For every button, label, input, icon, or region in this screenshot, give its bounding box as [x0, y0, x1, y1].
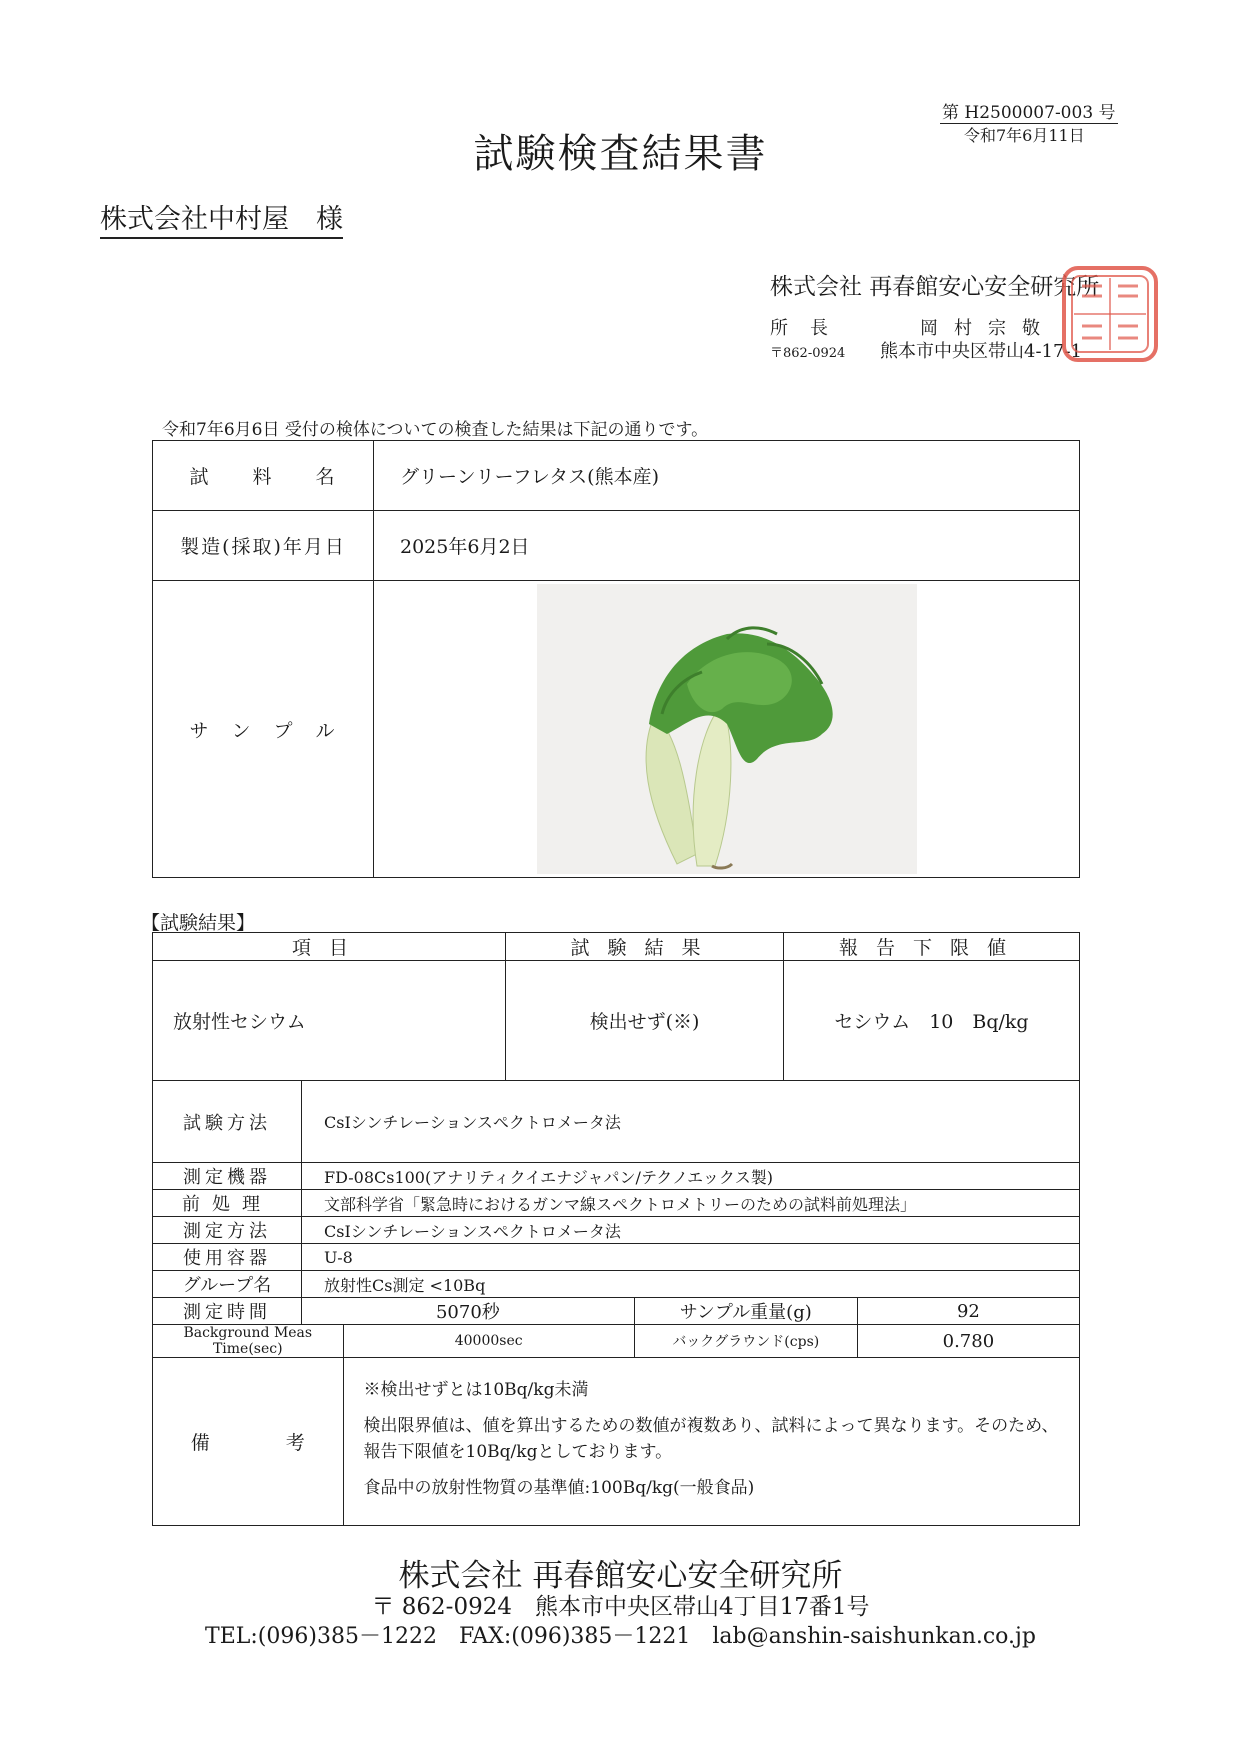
company-seal-stamp [1058, 262, 1162, 366]
sample-name-value: グリーンリーフレタス(熊本産) [374, 441, 1080, 511]
header-limit: 報告下限値 [784, 933, 1080, 961]
director-name: 岡村宗敬 [920, 318, 1056, 339]
background-time-value: 40000sec [343, 1325, 634, 1358]
sample-photo-cell [374, 581, 1080, 878]
group-name-label: グループ名 [153, 1271, 302, 1298]
header-result: 試験結果 [506, 933, 784, 961]
sample-name-label: 試 料 名 [153, 441, 374, 511]
issue-date: 令和7年6月11日 [964, 126, 1085, 145]
result-value: 検出せず(※) [506, 961, 784, 1081]
issuer-name: 株式会社 再春館安心安全研究所 [770, 274, 1100, 300]
remark-line: 検出限界値は、値を算出するための数値が複数あり、試料によって異なります。そのため、報告下限値を10Bq/kgとしております。 [363, 1415, 1059, 1462]
sample-weight-label: サンプル重量(g) [634, 1298, 857, 1325]
sample-photo-label: サ ン プ ル [153, 581, 374, 878]
instrument-value: FD-08Cs100(アナリティクイエナジャパン/テクノエックス製) [302, 1163, 1080, 1190]
measurement-method-label: 測定方法 [153, 1217, 302, 1244]
test-method-label: 試験方法 [153, 1081, 302, 1163]
pretreatment-label: 前処理 [153, 1190, 302, 1217]
remark-line: 食品中の放射性物質の基準値:100Bq/kg(一般食品) [363, 1477, 755, 1498]
remarks-content [343, 1358, 1079, 1526]
measurement-time-value: 5070秒 [302, 1298, 635, 1325]
lettuce-photo [537, 584, 917, 874]
background-cps-value: 0.780 [857, 1325, 1079, 1358]
instrument-label: 測定機器 [153, 1163, 302, 1190]
sample-date-label: 製造(採取)年月日 [153, 511, 374, 581]
issuer-address: 熊本市中央区帯山4-17-1 [880, 341, 1082, 362]
measurement-time-label: 測定時間 [153, 1298, 302, 1325]
footer-company: 株式会社 再春館安心安全研究所 [398, 1558, 843, 1594]
results-section-title: 【試験結果】 [141, 912, 256, 934]
director-title: 所長 [770, 318, 850, 339]
footer-contact: TEL:(096)385－1222 FAX:(096)385－1221 lab@anshin-saishunkan.co.jp [205, 1624, 1036, 1649]
results-table [152, 932, 1080, 1081]
document-number: 第 H2500007-003 号 [940, 98, 1118, 124]
remark-line: ※検出せずとは10Bq/kg未満 [363, 1379, 589, 1400]
footer-address: 〒 862-0924 熊本市中央区帯山4丁目17番1号 [371, 1594, 870, 1620]
group-name-value: 放射性Cs測定 <10Bq [302, 1271, 1080, 1298]
background-cps-label: バックグラウンド(cps) [634, 1325, 857, 1358]
sample-table [152, 440, 1080, 878]
remarks-label: 備 考 [153, 1358, 344, 1526]
sample-weight-value: 92 [857, 1298, 1079, 1325]
issuer-postal: 〒862-0924 [770, 346, 846, 361]
result-limit: セシウム 10 Bq/kg [784, 961, 1080, 1081]
client-name: 株式会社中村屋 様 [100, 197, 343, 239]
document-title: 試験検査結果書 [473, 131, 768, 177]
container-label: 使用容器 [153, 1244, 302, 1271]
container-value: U-8 [302, 1244, 1080, 1271]
background-time-label: Background Meas Time(sec) [153, 1325, 344, 1358]
result-item: 放射性セシウム [153, 961, 506, 1081]
intro-statement: 令和7年6月6日 受付の検体についての検査した結果は下記の通りです。 [162, 420, 709, 440]
test-method-value: CsIシンチレーションスペクトロメータ法 [302, 1081, 1080, 1163]
method-table [152, 1080, 1080, 1526]
measurement-method-value: CsIシンチレーションスペクトロメータ法 [302, 1217, 1080, 1244]
pretreatment-value: 文部科学省「緊急時におけるガンマ線スペクトロメトリーのための試料前処理法」 [302, 1190, 1080, 1217]
sample-date-value: 2025年6月2日 [374, 511, 1080, 581]
header-item: 項目 [153, 933, 506, 961]
